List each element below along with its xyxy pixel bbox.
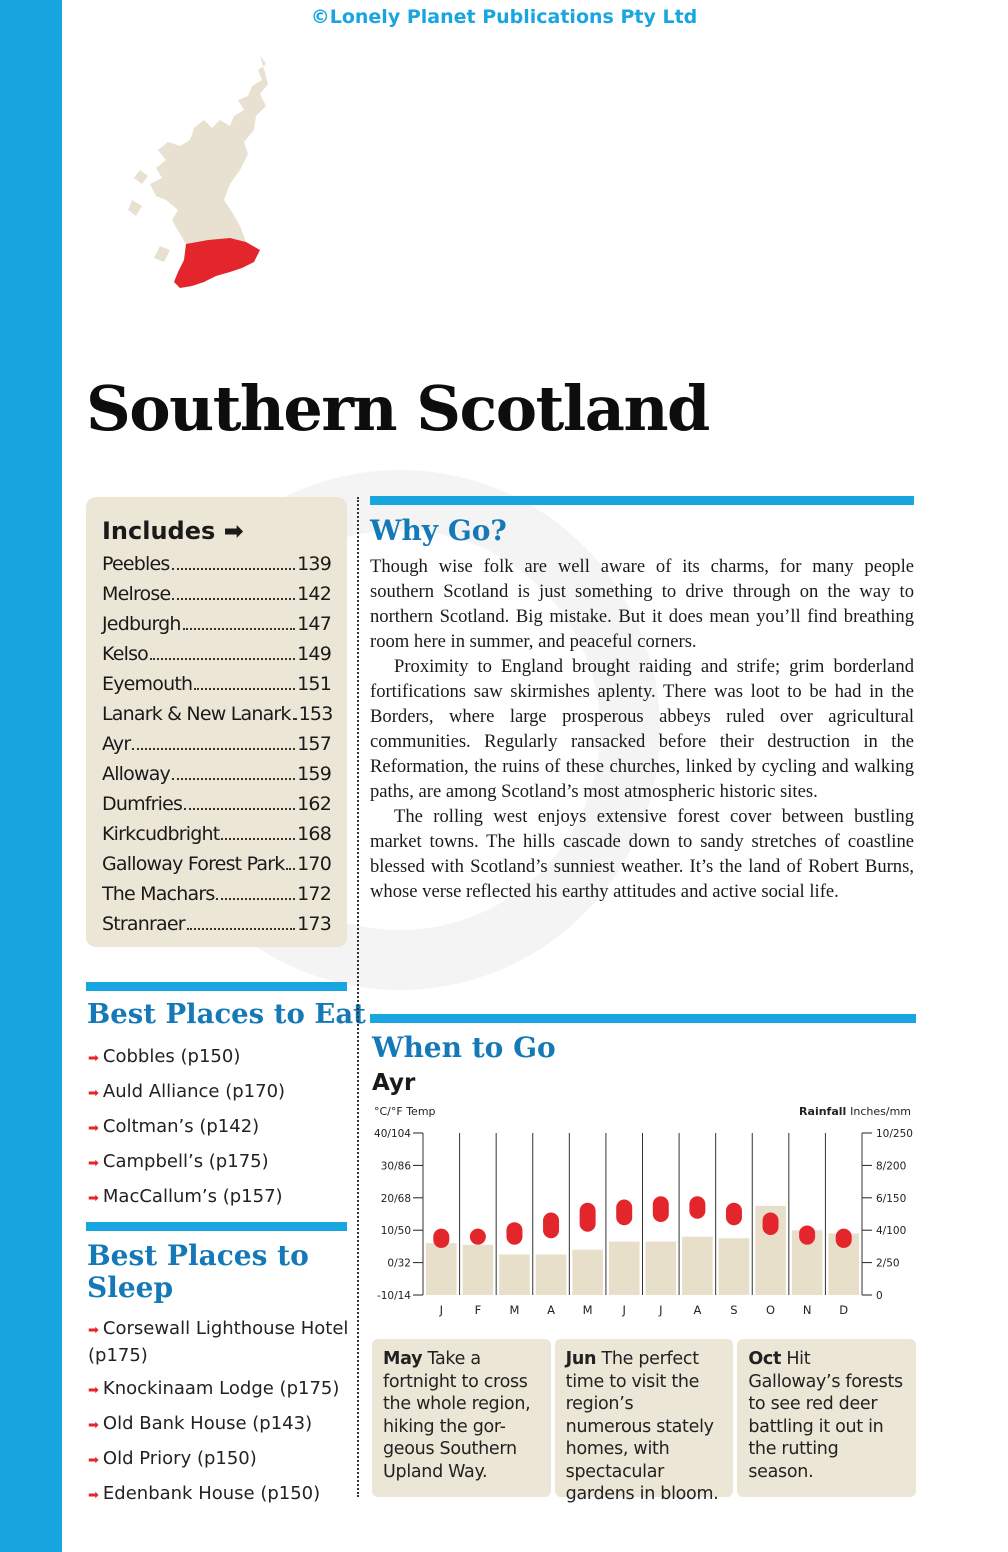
dot-leader (221, 838, 295, 840)
includes-item-name: Melrose (102, 583, 171, 605)
list-item-text: Edenbank House (p150) (102, 1483, 321, 1504)
rainfall-bar (426, 1243, 457, 1295)
includes-item (102, 609, 331, 639)
includes-item (102, 819, 331, 849)
rule-sleep (86, 1222, 347, 1231)
month-label: O (766, 1303, 776, 1317)
temperature-range-mark (506, 1222, 522, 1244)
chart-city: Ayr (372, 1070, 416, 1096)
list-item (88, 1376, 350, 1403)
includes-item-page: 162 (297, 793, 331, 815)
dot-leader (150, 658, 295, 660)
sleep-list (88, 1316, 350, 1516)
month-label: J (659, 1303, 663, 1317)
includes-item-name: Galloway Forest Park (102, 853, 285, 875)
temp-tick-label: 10/50 (380, 1225, 411, 1238)
when-tip (555, 1339, 734, 1504)
list-item-text: Old Priory (p150) (102, 1448, 257, 1469)
left-axis-title: °C/°F Temp (374, 1105, 436, 1118)
list-item (88, 1184, 348, 1211)
dot-leader (194, 688, 295, 690)
list-item (88, 1446, 350, 1473)
why-body (370, 554, 914, 904)
list-item-text: Coltman’s (p142) (102, 1116, 260, 1137)
includes-item (102, 759, 331, 789)
temperature-range-mark (470, 1229, 486, 1245)
scotland-locator-map (120, 50, 270, 300)
temperature-range-mark (616, 1200, 632, 1226)
rain-tick-label: 4/100 (876, 1225, 907, 1238)
rain-tick-label: 8/200 (876, 1160, 907, 1173)
red-arrow-icon: ➡ (88, 1323, 99, 1338)
rainfall-bar (536, 1255, 567, 1296)
includes-item-page: 173 (297, 913, 331, 935)
temperature-range-mark (763, 1212, 779, 1234)
rule-when (370, 1014, 916, 1023)
includes-item-name: Stranraer (102, 913, 185, 935)
list-item (88, 1044, 348, 1071)
list-item-text: MacCallum’s (p157) (102, 1186, 283, 1207)
list-item-text: Auld Alliance (p170) (102, 1081, 286, 1102)
temperature-range-mark (653, 1196, 669, 1222)
includes-item (102, 879, 331, 909)
month-label: J (439, 1303, 443, 1317)
rule-why (370, 496, 914, 505)
month-label: M (509, 1303, 520, 1317)
when-heading: When to Go (372, 1031, 556, 1064)
temperature-range-mark (836, 1229, 852, 1248)
includes-item (102, 729, 331, 759)
right-axis-title: Rainfall Inches/mm (799, 1105, 911, 1118)
temp-tick-label: 20/68 (380, 1192, 411, 1205)
when-tips (372, 1339, 916, 1504)
rule-eat (86, 982, 347, 991)
includes-item-page: 149 (297, 643, 331, 665)
month-label: S (730, 1303, 738, 1317)
list-item-text: Corsewall Lighthouse Hotel (p175) (88, 1318, 349, 1366)
page-title: Southern Scotland (86, 372, 709, 445)
includes-item-page: 159 (297, 763, 331, 785)
tip-month: Oct (748, 1349, 782, 1369)
red-arrow-icon: ➡ (88, 1488, 99, 1503)
includes-item-page: 139 (297, 553, 331, 575)
temperature-range-mark (799, 1225, 815, 1244)
arrow-right-icon: ➡ (223, 517, 244, 545)
when-tip (737, 1339, 916, 1497)
includes-item-page: 153 (298, 703, 333, 725)
temperature-range-mark (543, 1212, 559, 1238)
includes-item (102, 669, 331, 699)
includes-item-name: Ayr (102, 733, 131, 755)
red-arrow-icon: ➡ (88, 1191, 99, 1206)
includes-item-page: 142 (297, 583, 331, 605)
red-arrow-icon: ➡ (88, 1453, 99, 1468)
eat-list (88, 1044, 348, 1219)
includes-item-name: Dumfries (102, 793, 183, 815)
dot-leader (293, 718, 297, 720)
rainfall-bar (609, 1242, 640, 1295)
red-arrow-icon: ➡ (88, 1121, 99, 1136)
dot-leader (172, 778, 295, 780)
dot-leader (184, 808, 295, 810)
includes-item (102, 549, 331, 579)
sleep-heading: Best Places to Sleep (87, 1239, 309, 1304)
month-label: M (582, 1303, 593, 1317)
dot-leader (132, 748, 295, 750)
temp-tick-label: 30/86 (380, 1160, 411, 1173)
temperature-range-mark (580, 1203, 596, 1232)
list-item (88, 1411, 350, 1438)
why-paragraph: Proximity to England brought raiding and strife; grim borderland fortifications saw skirmishes aplenty. There was loot to be had in the Borders, where large prosperous abbeys ruled over agricultural communities. Regularly ransacked before their destruction in the Reformation, the ruins of these churches, linked by cycling and walking paths, are among Scotland’s most atmospheric historic sites. (370, 656, 914, 802)
month-label: F (474, 1303, 482, 1317)
includes-item-name: The Machars (102, 883, 215, 905)
rainfall-bar (572, 1250, 603, 1295)
includes-item-page: 168 (297, 823, 331, 845)
dot-leader (172, 568, 296, 570)
includes-item-name: Kirkcudbright (102, 823, 220, 845)
red-arrow-icon: ➡ (88, 1383, 99, 1398)
list-item-text: Knockinaam Lodge (p175) (102, 1378, 340, 1399)
month-label: A (547, 1303, 555, 1317)
month-label: D (839, 1303, 849, 1317)
temp-tick-label: 0/32 (387, 1257, 411, 1270)
rainfall-bar (463, 1245, 494, 1295)
dot-leader (286, 868, 295, 870)
list-item-text: Cobbles (p150) (102, 1046, 241, 1067)
includes-item-name: Lanark & New Lanark (102, 703, 291, 725)
temperature-range-mark (689, 1196, 705, 1218)
side-color-band (0, 0, 62, 1552)
rain-tick-label: 0 (876, 1290, 883, 1302)
tip-text: The perfect time to visit the region’s numerous stately homes, with spectacular gardens in bloom. (565, 1349, 719, 1504)
column-divider (357, 497, 359, 1497)
includes-item-name: Peebles (102, 553, 170, 575)
list-item (88, 1079, 348, 1106)
includes-item (102, 639, 331, 669)
red-arrow-icon: ➡ (88, 1156, 99, 1171)
eat-heading: Best Places to Eat (87, 998, 366, 1030)
includes-list (102, 549, 331, 939)
rainfall-bar (719, 1238, 750, 1295)
list-item (88, 1149, 348, 1176)
includes-item (102, 849, 331, 879)
includes-item-page: 147 (297, 613, 331, 635)
climate-chart (370, 1100, 916, 1325)
list-item-text: Old Bank House (p143) (102, 1413, 313, 1434)
southern-scotland-highlight (174, 238, 260, 288)
month-label: J (622, 1303, 626, 1317)
list-item (88, 1114, 348, 1141)
why-paragraph: The rolling west enjoys extensive forest cover between bustling market towns. The hills cascade down to sandy stretches of coastline blessed with Scotland’s sunniest weather. It’s the land of Robert Burns, whose verse reflected his earthy attitudes and active social life. (370, 806, 914, 902)
red-arrow-icon: ➡ (88, 1086, 99, 1101)
why-paragraph: Though wise folk are well aware of its charms, for many people southern Scotland is just something to drive through on the way to northern Scotland. Big mistake. But it does mean you’ll find breathing room here in summer, and peaceful corners. (370, 556, 914, 652)
includes-item-name: Jedburgh (102, 613, 181, 635)
rain-tick-label: 6/150 (876, 1192, 907, 1205)
includes-item-page: 151 (297, 673, 331, 695)
tip-month: May (383, 1349, 423, 1369)
includes-item (102, 789, 331, 819)
dot-leader (216, 898, 295, 900)
temperature-range-mark (726, 1203, 742, 1225)
scotland-outline (150, 55, 268, 244)
includes-panel (86, 497, 347, 947)
dot-leader (172, 598, 295, 600)
includes-item-page: 170 (297, 853, 331, 875)
red-arrow-icon: ➡ (88, 1418, 99, 1433)
includes-item-name: Alloway (102, 763, 171, 785)
when-tip (372, 1339, 551, 1497)
dot-leader (183, 628, 295, 630)
rain-tick-label: 2/50 (876, 1257, 900, 1270)
list-item (88, 1316, 350, 1368)
list-item (88, 1481, 350, 1508)
month-label: A (693, 1303, 702, 1317)
includes-item-name: Eyemouth (102, 673, 193, 695)
rain-tick-label: 10/250 (876, 1128, 913, 1140)
tip-text: Hit Galloway’s forests to see red deer battling it out in the rutting season. (748, 1349, 903, 1482)
why-heading: Why Go? (370, 514, 507, 547)
includes-item-page: 157 (297, 733, 331, 755)
includes-heading: Includes ➡ (102, 517, 244, 545)
temp-tick-label: 40/104 (374, 1128, 411, 1140)
rainfall-bar (646, 1242, 677, 1295)
rainfall-bar (682, 1237, 713, 1295)
includes-item (102, 579, 331, 609)
includes-item-name: Kelso (102, 643, 149, 665)
copyright-notice: ©Lonely Planet Publications Pty Ltd (310, 6, 698, 28)
includes-item-page: 172 (297, 883, 331, 905)
temp-tick-label: -10/14 (376, 1290, 411, 1302)
includes-item (102, 699, 331, 729)
tip-month: Jun (565, 1349, 597, 1369)
temperature-range-mark (433, 1229, 449, 1248)
includes-item (102, 909, 331, 939)
red-arrow-icon: ➡ (88, 1051, 99, 1066)
list-item-text: Campbell’s (p175) (102, 1151, 269, 1172)
tip-text: Take a fortnight to cross the whole region, hiking the gor-geous Southern Upland Way. (383, 1349, 531, 1482)
month-label: N (802, 1303, 812, 1317)
rainfall-bar (499, 1255, 530, 1296)
dot-leader (187, 928, 295, 930)
